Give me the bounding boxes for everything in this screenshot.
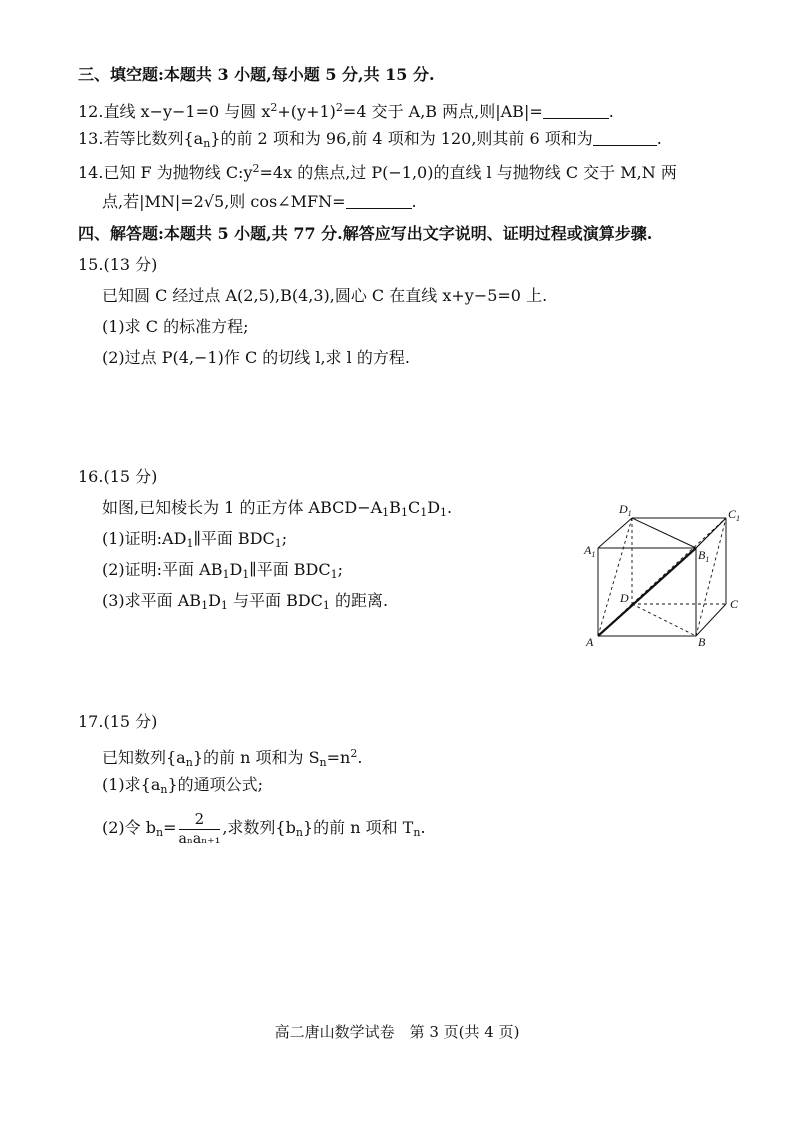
label-D1: $D_1$ (619, 502, 632, 518)
question-17-header: 17.(15 分) (78, 712, 158, 731)
question-text: =4 交于 A,B 两点,则|AB|= (342, 102, 543, 121)
question-text: ; (281, 529, 288, 548)
diag-BC1 (696, 518, 726, 636)
question-text: . (357, 748, 363, 767)
subscript: 1 (440, 506, 448, 519)
question-text: . (420, 818, 426, 837)
question-text: ; (337, 560, 343, 579)
question-14-line1 (78, 158, 677, 184)
question-text: =4x 的焦点,过 P(−1,0)的直线 l 与抛物线 C 交于 M,N 两 (259, 163, 677, 182)
question-text: (3)求平面 AB (102, 591, 202, 610)
question-text: 若等比数列{a (103, 129, 204, 148)
question-13 (78, 128, 662, 155)
question-17-stem (102, 743, 362, 774)
question-text: B (389, 498, 401, 517)
question-text: }的前 n 项和为 S (192, 748, 320, 767)
subscript: 1 (420, 506, 428, 519)
subscript: 1 (400, 506, 408, 519)
question-15-part2: (2)过点 P(4,−1)作 C 的切线 l,求 l 的方程. (102, 348, 410, 367)
diag-DC1 (632, 518, 726, 604)
question-text: . (447, 498, 453, 517)
question-text: D (427, 498, 441, 517)
question-text: =n (326, 748, 351, 767)
question-text: }的前 2 项和为 96,前 4 项和为 120,则其前 6 项和为 (210, 129, 593, 148)
superscript: 2 (270, 101, 278, 114)
fraction-denominator: aₙaₙ₊₁ (178, 830, 221, 847)
question-15-stem: 已知圆 C 经过点 A(2,5),B(4,3),圆心 C 在直线 x+y−5=0 上. (102, 286, 548, 305)
subscript: 1 (322, 599, 330, 612)
question-text: D (208, 591, 221, 610)
answer-blank[interactable] (346, 194, 412, 209)
subscript: 1 (222, 568, 230, 581)
question-14-line2 (102, 191, 417, 213)
edge-A1D1 (598, 518, 632, 548)
question-text: ∥平面 BDC (193, 529, 275, 548)
subscript: n (319, 756, 327, 769)
diag-AB1 (598, 548, 696, 636)
subscript: n (203, 137, 211, 150)
question-text: 如图,已知棱长为 1 的正方体 ABCD−A (102, 498, 383, 517)
question-text: . (411, 192, 417, 211)
question-text: (1)证明:AD (102, 529, 187, 548)
question-16-part3 (102, 590, 388, 617)
page-footer: 高二唐山数学试卷 第 3 页(共 4 页) (274, 1023, 520, 1041)
question-text: }的通项公式; (167, 775, 264, 794)
question-number: 12. (78, 102, 104, 121)
question-text: 与平面 BDC (227, 591, 323, 610)
question-15-part1: (1)求 C 的标准方程; (102, 317, 249, 336)
label-A1: $A_1$ (584, 543, 596, 559)
question-17-part1 (102, 774, 263, 801)
question-text: (2)证明:平面 AB (102, 560, 223, 579)
question-16-part1 (102, 528, 287, 555)
subscript: 1 (242, 568, 250, 581)
subscript: 1 (274, 537, 282, 550)
diag-D1B1 (632, 518, 696, 548)
subscript: 1 (201, 599, 209, 612)
question-text: +(y+1) (277, 102, 336, 121)
subscript: n (185, 756, 193, 769)
question-text: D (229, 560, 243, 579)
fraction (179, 810, 221, 848)
section-solve-header: 四、解答题:本题共 5 小题,共 77 分.解答应写出文字说明、证明过程或演算步骤. (78, 224, 653, 243)
question-text: = (163, 818, 177, 837)
section-fill-blank-header: 三、填空题:本题共 3 小题,每小题 5 分,共 15 分. (78, 65, 435, 84)
label-A: A (586, 635, 594, 649)
question-text: 已知 F 为抛物线 C:y (103, 163, 253, 182)
subscript: 1 (220, 599, 228, 612)
question-text: 直线 x−y−1=0 与圆 x (103, 102, 271, 121)
question-number: 13. (78, 129, 104, 148)
question-text: ,求数列{b (222, 818, 296, 837)
question-text: }的前 n 项和 T (302, 818, 414, 837)
superscript: 2 (350, 747, 358, 760)
answer-blank[interactable] (543, 104, 609, 119)
question-16-stem (102, 497, 452, 524)
question-text: . (656, 129, 662, 148)
question-16-header: 16.(15 分) (78, 467, 158, 486)
label-C: C (730, 597, 739, 611)
subscript: n (160, 783, 168, 796)
question-text: 已知数列{a (102, 748, 186, 767)
diag-AD1 (598, 518, 632, 636)
label-D: D (620, 591, 629, 605)
fraction-numerator: 2 (179, 810, 221, 830)
diag-DB (632, 604, 696, 636)
question-12 (78, 97, 614, 123)
superscript: 2 (252, 162, 260, 175)
subscript: n (156, 826, 164, 839)
superscript: 2 (335, 101, 343, 114)
label-B1: $B_1$ (698, 548, 710, 564)
edge-CB (696, 604, 726, 636)
question-17-part2 (102, 808, 426, 853)
question-15-header: 15.(13 分) (78, 255, 158, 274)
question-text: ∥平面 BDC (249, 560, 331, 579)
question-number: 14. (78, 163, 104, 182)
subscript: 1 (382, 506, 390, 519)
subscript: 1 (186, 537, 194, 550)
question-text: 点,若|MN|=2√5,则 cos∠MFN= (102, 192, 346, 211)
cube-figure (582, 496, 752, 654)
question-text: C (407, 498, 421, 517)
subscript: n (413, 826, 421, 839)
question-text: . (608, 102, 614, 121)
subscript: 1 (330, 568, 338, 581)
question-text: (1)求{a (102, 775, 161, 794)
label-C1: $C_1$ (728, 507, 741, 523)
subscript: n (295, 826, 303, 839)
question-16-part2 (102, 559, 343, 586)
question-text: (2)令 b (102, 818, 156, 837)
answer-blank[interactable] (593, 131, 657, 146)
label-B: B (698, 635, 706, 649)
question-text: 的距离. (329, 591, 389, 610)
